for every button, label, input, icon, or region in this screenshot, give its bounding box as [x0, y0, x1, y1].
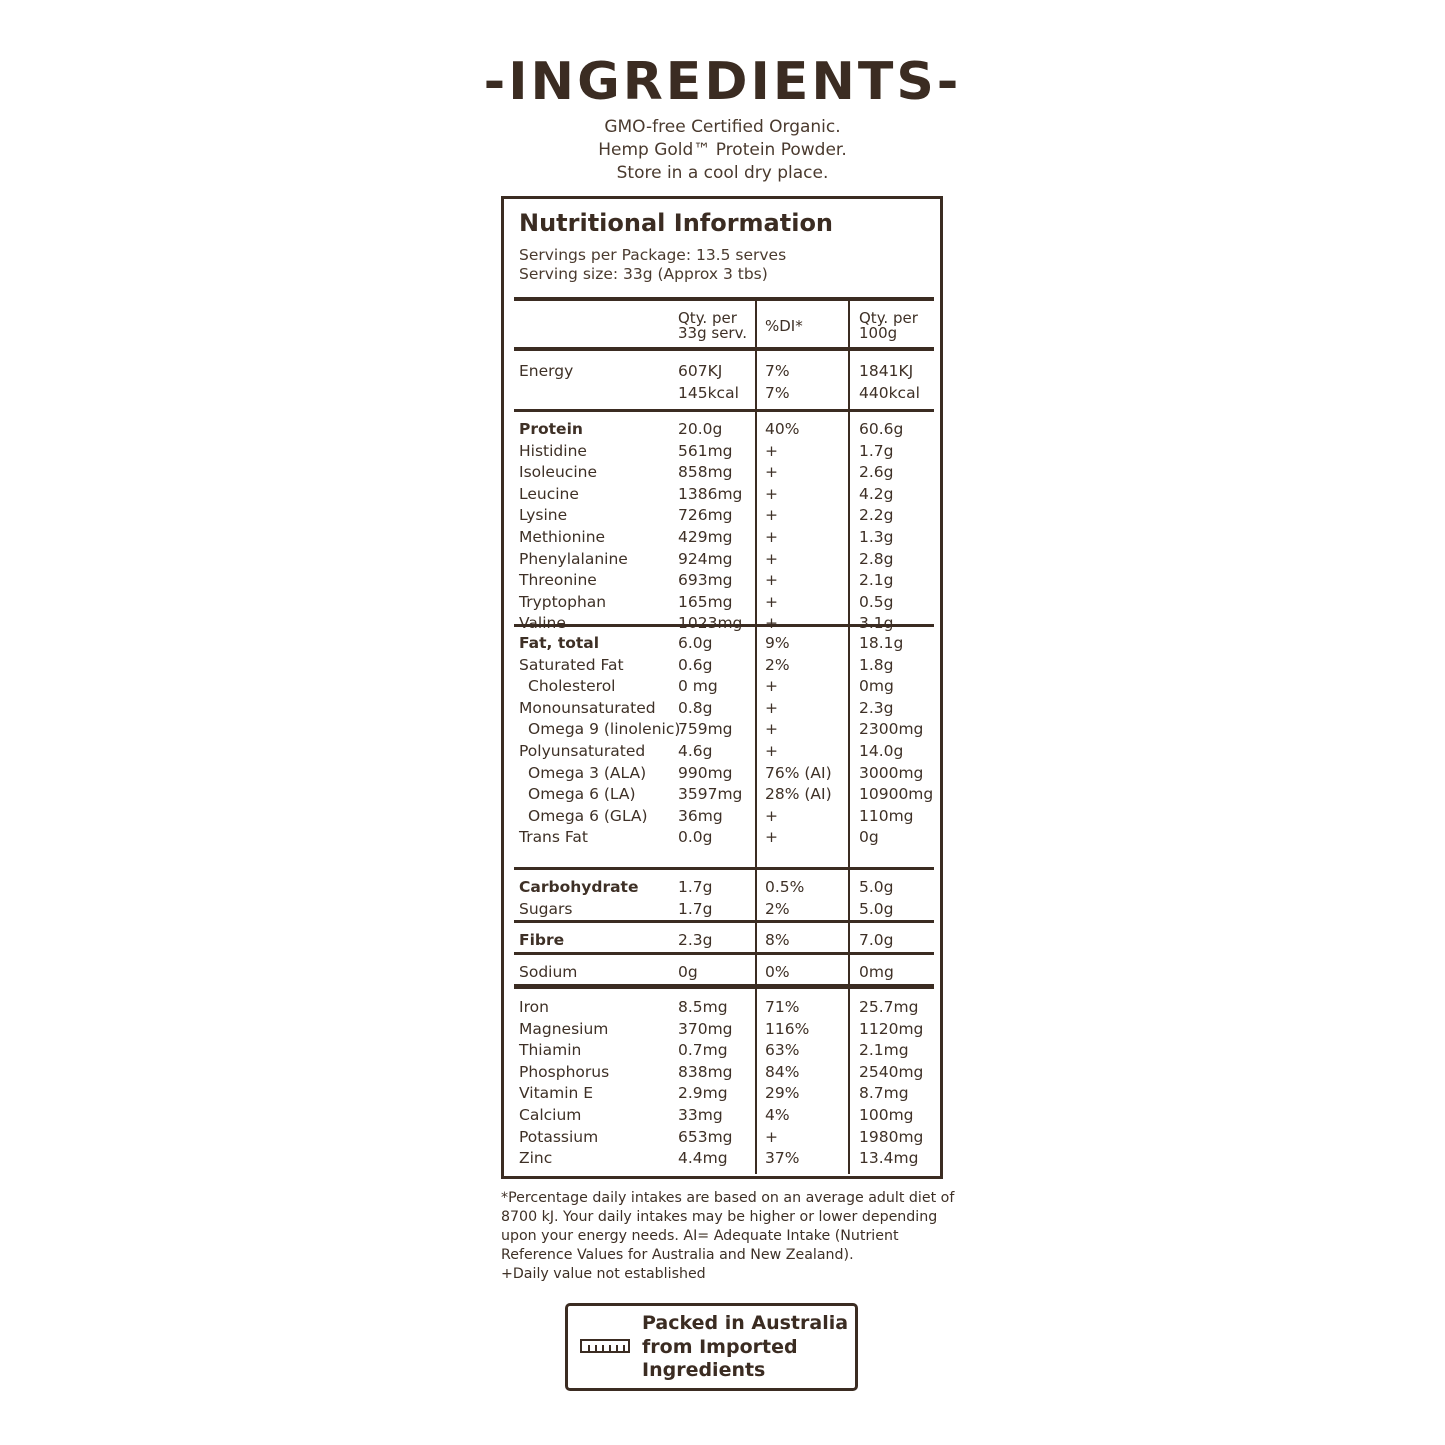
- nutrient-name: Saturated Fat: [519, 655, 624, 674]
- nutrient-name: Thiamin: [519, 1041, 582, 1060]
- serving-size: Serving size: 33g (Approx 3 tbs): [519, 265, 768, 283]
- qty-per-serving: 165mg: [678, 592, 733, 611]
- nutrient-name: Vitamin E: [519, 1084, 594, 1103]
- daily-intake-percent: 29%: [765, 1084, 800, 1103]
- nutrient-name: Phenylalanine: [519, 549, 628, 568]
- daily-intake-percent: 116%: [765, 1019, 810, 1038]
- qty-per-100g: 10900mg: [859, 785, 934, 804]
- qty-per-serving: 0.0g: [678, 828, 713, 847]
- qty-per-serving: 2.3g: [678, 931, 713, 949]
- qty-per-100g: 18.1g: [859, 634, 904, 652]
- qty-per-100g: 2540mg: [859, 1062, 924, 1081]
- intro-line: Hemp Gold™ Protein Powder.: [598, 140, 847, 160]
- ingredients-heading: -INGREDIENTS-: [483, 52, 962, 112]
- qty-per-serving: 0.7mg: [678, 1041, 728, 1060]
- intro-text: [0, 116, 1445, 185]
- qty-per-100g: 0mg: [859, 677, 894, 696]
- nutrient-name: Carbohydrate: [519, 878, 639, 896]
- daily-intake-percent: +: [765, 698, 778, 717]
- qty-per-serving: 2.9mg: [678, 1084, 728, 1103]
- daily-intake-percent: 76% (AI): [765, 763, 832, 782]
- daily-intake-percent: 7%: [765, 362, 790, 380]
- nutrient-name: Magnesium: [519, 1019, 609, 1038]
- ruler-icon: [580, 1339, 630, 1353]
- qty-per-100g: 440kcal: [859, 383, 920, 402]
- daily-intake-percent: +: [765, 441, 778, 460]
- qty-per-serving: 145kcal: [678, 383, 739, 402]
- nutrient-name: Histidine: [519, 441, 587, 460]
- qty-per-100g: 1841KJ: [859, 362, 914, 380]
- qty-per-100g: 2.2g: [859, 506, 894, 525]
- daily-intake-percent: +: [765, 742, 778, 760]
- nutrient-name: Calcium: [519, 1106, 582, 1124]
- packed-line: Ingredients: [642, 1359, 766, 1381]
- qty-per-100g: 1120mg: [859, 1019, 924, 1038]
- section-rule: [514, 952, 934, 955]
- daily-intake-percent: 8%: [765, 931, 790, 949]
- qty-per-serving: 3597mg: [678, 785, 743, 804]
- qty-per-100g: 8.7mg: [859, 1084, 909, 1103]
- qty-per-serving: 838mg: [678, 1062, 733, 1081]
- daily-intake-percent: +: [765, 571, 778, 590]
- qty-per-serving: 924mg: [678, 549, 733, 568]
- daily-intake-percent: +: [765, 1127, 778, 1146]
- qty-per-serving: 1386mg: [678, 484, 743, 503]
- intro-line: Store in a cool dry place.: [616, 163, 829, 183]
- nutrient-name: Isoleucine: [519, 463, 597, 482]
- daily-intake-percent: 40%: [765, 420, 800, 438]
- qty-per-100g: 2.8g: [859, 549, 894, 568]
- qty-per-serving: 1.7g: [678, 878, 713, 896]
- nutrient-name: Omega 9 (linolenic): [528, 720, 681, 739]
- section-rule: [514, 984, 934, 989]
- qty-per-serving: 693mg: [678, 571, 733, 590]
- daily-intake-percent: 4%: [765, 1106, 790, 1124]
- footnote-line: +Daily value not established: [501, 1266, 706, 1282]
- qty-per-serving: 1.7g: [678, 899, 713, 918]
- qty-per-100g: 1.7g: [859, 441, 894, 460]
- daily-intake-percent: 0.5%: [765, 878, 805, 896]
- nutrient-name: Sodium: [519, 963, 578, 981]
- qty-per-100g: 0mg: [859, 963, 894, 981]
- daily-intake-percent: 2%: [765, 655, 790, 674]
- daily-intake-percent: 28% (AI): [765, 785, 832, 804]
- daily-intake-percent: +: [765, 828, 778, 847]
- qty-per-100g: 2.6g: [859, 463, 894, 482]
- qty-per-serving: 858mg: [678, 463, 733, 482]
- qty-per-100g: 1.8g: [859, 655, 894, 674]
- qty-per-serving: 0.8g: [678, 698, 713, 717]
- qty-per-100g: 7.0g: [859, 931, 894, 949]
- section-rule: [514, 347, 934, 351]
- intro-line: GMO-free Certified Organic.: [604, 117, 841, 137]
- header-per-100g-line2: 100g: [859, 324, 898, 342]
- nutrient-name: Monounsaturated: [519, 698, 656, 717]
- nutrient-name: Threonine: [519, 571, 597, 590]
- nutrient-name: Lysine: [519, 506, 568, 525]
- qty-per-serving: 0 mg: [678, 677, 718, 696]
- qty-per-serving: 429mg: [678, 528, 733, 546]
- nutrient-name: Polyunsaturated: [519, 742, 646, 760]
- qty-per-serving: 653mg: [678, 1127, 733, 1146]
- qty-per-100g: 14.0g: [859, 742, 904, 760]
- qty-per-100g: 25.7mg: [859, 998, 919, 1016]
- daily-intake-percent: 2%: [765, 899, 790, 918]
- qty-per-100g: 100mg: [859, 1106, 914, 1124]
- daily-intake-percent: +: [765, 592, 778, 611]
- nutrient-name: Tryptophan: [519, 592, 607, 611]
- daily-intake-percent: 0%: [765, 963, 790, 981]
- qty-per-serving: 20.0g: [678, 420, 723, 438]
- nutrient-name: Leucine: [519, 484, 579, 503]
- qty-per-serving: 6.0g: [678, 634, 713, 652]
- qty-per-serving: 0g: [678, 963, 698, 981]
- footnote-line: Reference Values for Australia and New Zealand).: [501, 1247, 854, 1263]
- daily-intake-percent: +: [765, 528, 778, 546]
- daily-intake-percent: 71%: [765, 998, 800, 1016]
- daily-intake-percent: +: [765, 484, 778, 503]
- packed-in-australia-badge: [565, 1303, 858, 1391]
- header-per-serving-line1: Qty. per: [678, 309, 737, 327]
- qty-per-100g: 13.4mg: [859, 1149, 919, 1168]
- qty-per-100g: 5.0g: [859, 899, 894, 918]
- qty-per-100g: 110mg: [859, 806, 914, 825]
- qty-per-serving: 0.6g: [678, 655, 713, 674]
- qty-per-100g: 5.0g: [859, 878, 894, 896]
- daily-intake-percent: 63%: [765, 1041, 800, 1060]
- panel-title: Nutritional Information: [519, 209, 834, 237]
- daily-intake-percent: 84%: [765, 1062, 800, 1081]
- daily-intake-percent: +: [765, 463, 778, 482]
- nutrient-name: Fibre: [519, 931, 565, 949]
- packed-line: Packed in Australia: [642, 1312, 849, 1334]
- qty-per-serving: 990mg: [678, 763, 733, 782]
- daily-intake-percent: +: [765, 720, 778, 739]
- qty-per-serving: 36mg: [678, 806, 723, 825]
- daily-intake-percent: +: [765, 677, 778, 696]
- qty-per-100g: 2.1mg: [859, 1041, 909, 1060]
- qty-per-serving: 8.5mg: [678, 998, 728, 1016]
- footnote-line: 8700 kJ. Your daily intakes may be higher or lower depending: [501, 1209, 938, 1225]
- qty-per-serving: 4.6g: [678, 742, 713, 760]
- qty-per-100g: 4.2g: [859, 484, 894, 503]
- section-rule: [514, 409, 934, 412]
- qty-per-serving: 4.4mg: [678, 1149, 728, 1168]
- qty-per-100g: 3000mg: [859, 763, 924, 782]
- top-rule: [514, 297, 934, 301]
- qty-per-serving: 561mg: [678, 441, 733, 460]
- nutrition-panel: [501, 196, 943, 1179]
- header-per-serving-line2: 33g serv.: [678, 324, 748, 342]
- column-divider: [755, 301, 757, 1174]
- qty-per-100g: 2.3g: [859, 698, 894, 717]
- nutrient-name: Methionine: [519, 528, 606, 546]
- qty-per-100g: 0g: [859, 828, 879, 847]
- qty-per-100g: 0.5g: [859, 592, 894, 611]
- section-rule: [514, 920, 934, 923]
- qty-per-100g: 1.3g: [859, 528, 894, 546]
- footnote-line: *Percentage daily intakes are based on an average adult diet of: [501, 1190, 955, 1206]
- qty-per-100g: 2.1g: [859, 571, 894, 590]
- section-rule: [514, 867, 934, 870]
- nutrient-name: Omega 3 (ALA): [528, 763, 647, 782]
- qty-per-100g: 2300mg: [859, 720, 924, 739]
- nutrient-name: Cholesterol: [528, 677, 616, 696]
- daily-intake-percent: 37%: [765, 1149, 800, 1168]
- nutrient-name: Zinc: [519, 1149, 553, 1168]
- nutrient-name: Sugars: [519, 899, 573, 918]
- daily-intake-percent: +: [765, 506, 778, 525]
- qty-per-serving: 726mg: [678, 506, 733, 525]
- header-di: %DI*: [765, 317, 803, 335]
- section-rule: [514, 624, 934, 627]
- daily-intake-percent: 9%: [765, 634, 790, 652]
- nutrient-name: Omega 6 (GLA): [528, 806, 648, 825]
- nutrient-name: Fat, total: [519, 634, 600, 652]
- daily-intake-percent: +: [765, 549, 778, 568]
- column-divider: [848, 301, 850, 1174]
- qty-per-100g: 1980mg: [859, 1127, 924, 1146]
- qty-per-serving: 607KJ: [678, 362, 723, 380]
- nutrient-name: Phosphorus: [519, 1062, 610, 1081]
- qty-per-serving: 33mg: [678, 1106, 723, 1124]
- header-per-100g-line1: Qty. per: [859, 309, 918, 327]
- nutrient-name: Trans Fat: [519, 828, 588, 847]
- packed-text: [642, 1312, 848, 1383]
- nutrient-name: Energy: [519, 362, 574, 380]
- qty-per-serving: 370mg: [678, 1019, 733, 1038]
- daily-intake-percent: 7%: [765, 383, 790, 402]
- servings-per-package: Servings per Package: 13.5 serves: [519, 246, 787, 264]
- nutrient-name: Iron: [519, 998, 549, 1016]
- nutrient-name: Omega 6 (LA): [528, 785, 636, 804]
- footnote-line: upon your energy needs. AI= Adequate Intake (Nutrient: [501, 1228, 899, 1244]
- qty-per-serving: 759mg: [678, 720, 733, 739]
- qty-per-100g: 60.6g: [859, 420, 904, 438]
- daily-intake-percent: +: [765, 806, 778, 825]
- footnote: [501, 1189, 955, 1284]
- nutrient-name: Protein: [519, 420, 583, 438]
- packed-line: from Imported: [642, 1335, 798, 1358]
- nutrient-name: Potassium: [519, 1127, 599, 1146]
